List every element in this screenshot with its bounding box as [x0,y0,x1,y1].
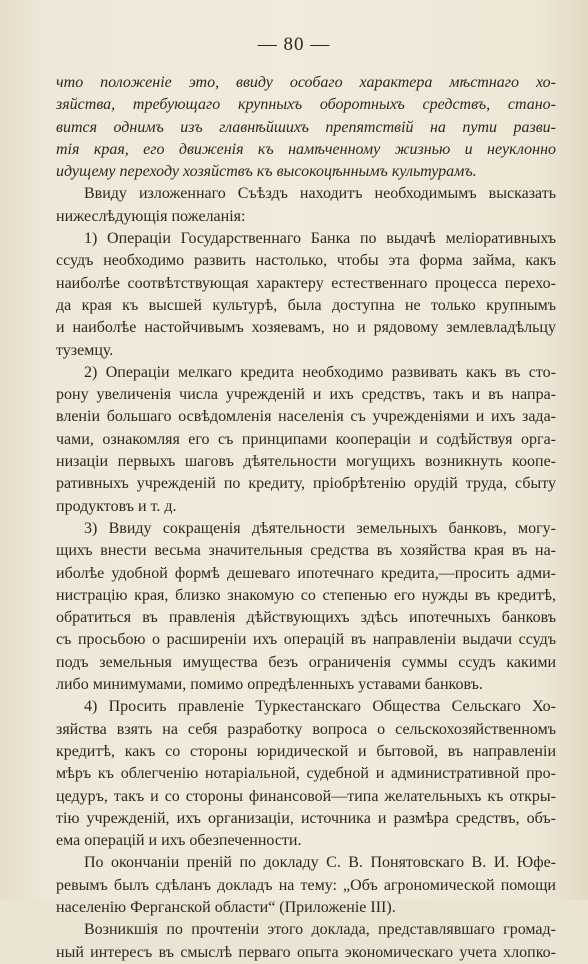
paragraph [56,919,556,964]
text-line: иболѣе удобной формѣ дешеваго ипотечнаго кредита,—просить адми- [56,564,556,582]
text-line: подъ земельныя имущества безъ ограниченія суммы ссудъ какими [56,653,556,671]
paragraph [56,696,556,852]
text-line: кредитѣ, какъ со стороны юридической и бытовой, въ направленіи [56,742,556,760]
text-line: цедуръ, такъ и со стороны финансовой—типа желательныхъ къ откры- [56,787,556,805]
text-line: продуктовъ и т. д. [56,497,177,515]
text-line: зяйства взять на себя разработку вопроса о сельскохозяйственномъ [56,720,556,738]
text-line: ный интересъ въ смыслѣ перваго опыта экономическаго учета хлопко- [56,943,556,961]
paragraph [56,518,556,696]
paragraph [56,852,556,919]
text-line: ревымъ былъ сдѣланъ докладъ на тему: „Объ агрономической помощи [56,876,556,894]
text-line: ссудъ необходимо развить настолько, чтобы эта форма займа, какъ [56,252,556,270]
page-text [56,72,556,964]
text-line: ративныхъ учрежденій по кредиту, пріобрѣтенію орудій труда, сбыту [56,475,556,493]
text-line: ема операцій и ихъ обезпеченности. [56,832,302,850]
text-line: вится однимъ изъ главнѣйшихъ препятствій на пути разви- [56,118,556,136]
text-line: идущему переходу хозяйствъ къ высокоцѣннымъ культурамъ. [56,163,477,181]
text-line: обратиться въ правленія дѣйствующихъ здѣсь ипотечныхъ банковъ [56,609,556,627]
text-line: да края къ высшей культурѣ, была доступна не только крупнымъ [56,296,556,314]
text-line: 2) Операціи мелкаго кредита необходимо развивать какъ въ сто- [84,363,556,381]
text-line: населенію Ферганской области“ (Приложеніе III). [56,898,396,916]
text-line: 4) Просить правленіе Туркестанскаго Общества Сельскаго Хо- [84,698,556,716]
text-line: наиболѣе соотвѣтствующая характеру естественнаго процесса перехо- [56,274,556,292]
text-line: нистрацію края, близко знакомую со степенью его нужды въ кредитѣ, [56,586,556,604]
text-line: что положеніе это, ввиду особаго характера мѣстнаго хо- [56,74,556,91]
paragraph [56,183,556,228]
text-line: Возникшія по прочтеніи этого доклада, представлявшаго громад- [84,921,556,939]
text-line: 3) Ввиду сокращенія дѣятельности земельныхъ банковъ, могу- [84,519,556,537]
text-line: низаціи первыхъ шаговъ дѣятельности могущихъ возникнуть коопе- [56,453,556,471]
paragraph [56,228,556,362]
paragraph [56,362,556,518]
text-line: зяйства, требующаго крупныхъ оборотныхъ средствъ, стано- [56,96,556,114]
text-line: съ просьбою о расширеніи ихъ операцій въ направленіи выдачи ссудъ [56,631,556,649]
text-line: 1) Операціи Государственнаго Банка по выдачѣ меліоративныхъ [84,230,556,248]
text-line: тія края, его движенія къ намѣченному жизнью и неуклонно [56,140,556,158]
text-line: По окончаніи преній по докладу С. В. Понятовскаго В. И. Юфе- [84,854,556,872]
text-line: нижеслѣдующія пожеланія: [56,207,246,225]
italic-intro-block [56,72,556,183]
text-line: вленіи большаго освѣдомленія населенія съ учрежденіями и ихъ зада- [56,408,556,426]
text-line: щихъ внести весьма значительныя средства въ хозяйства края въ на- [56,542,556,560]
text-line: туземцу. [56,341,114,359]
page-number: — 80 — [257,34,331,55]
text-line: и наиболѣе настойчивымъ хозяевамъ, но и рядовому землевладѣльцу [56,319,556,337]
text-line: тію учрежденій, ихъ организаціи, источника и размѣра средствъ, объ- [56,809,556,827]
text-line: чами, ознакомляя его съ принципами коопераціи и содѣйствуя орга- [56,430,556,448]
text-line: мѣръ къ облегченію нотаріальной, судебной и административной про- [56,765,556,783]
text-line: Ввиду изложеннаго Съѣздъ находитъ необходимымъ высказать [84,185,556,203]
text-line: рону увеличенія числа учрежденій и ихъ средствъ, такъ и въ напра- [56,386,556,404]
text-line: либо минимумами, помимо опредѣленныхъ уставами банковъ. [56,676,483,694]
